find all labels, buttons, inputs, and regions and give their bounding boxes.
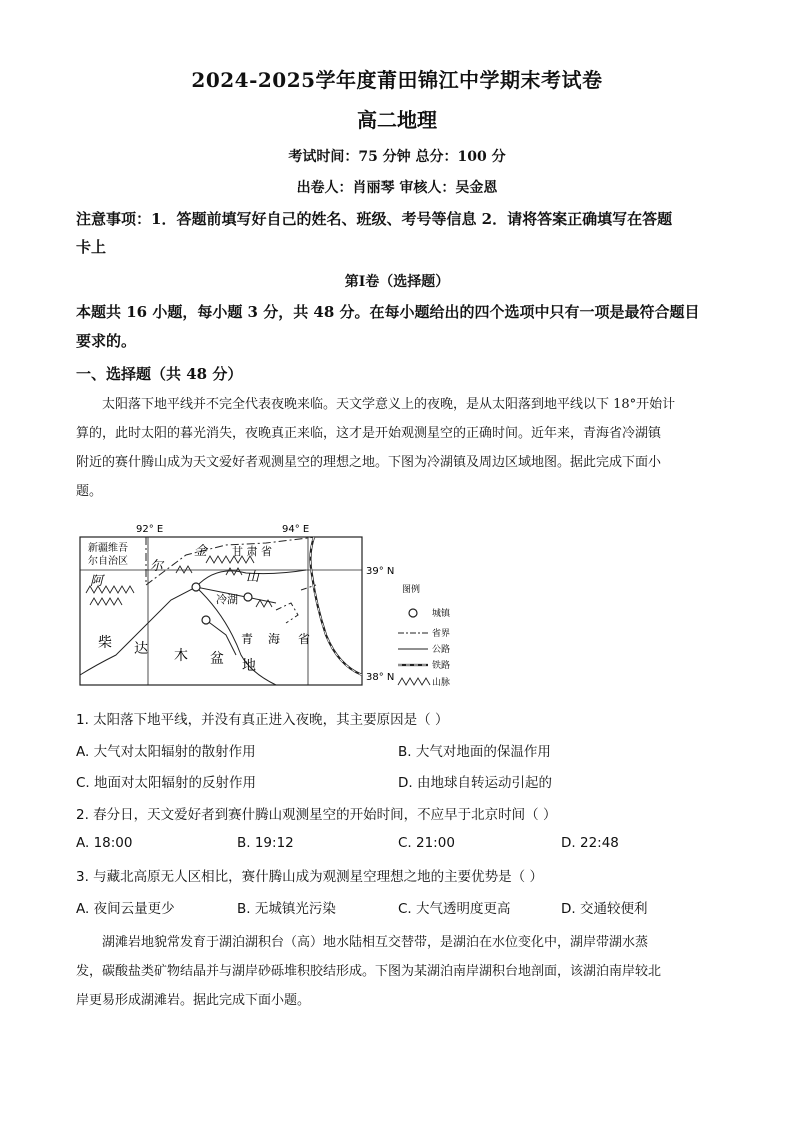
label-a: 阿	[90, 574, 104, 589]
exam-title: 2024-2025学年度莆田锦江中学期末考试卷	[191, 68, 603, 92]
question-2-option-a[interactable]: A. 18:00	[76, 835, 133, 851]
region-gansu: 甘 肃 省	[232, 545, 272, 558]
question-2-stem: 2. 春分日，天文爱好者到赛什腾山观测星空的开始时间，不应早于北京时间（ ）	[76, 807, 557, 823]
question-1-stem: 1. 太阳落下地平线，并没有真正进入夜晚，其主要原因是（ ）	[76, 712, 449, 728]
lat-label-bottom: 38° N	[366, 672, 395, 683]
part-title: 一、选择题（共 48 分）	[76, 365, 243, 383]
lenghu-map	[76, 515, 476, 695]
label-hai: 海	[268, 632, 281, 646]
lon-label-left: 92° E	[136, 524, 164, 535]
region-xinjiang-1: 新疆维吾	[88, 543, 128, 554]
town-marker-2	[202, 616, 210, 624]
lon-label-right: 94° E	[282, 524, 310, 535]
label-sheng: 省	[298, 632, 311, 646]
label-mu: 木	[174, 648, 188, 664]
question-3-option-a[interactable]: A. 夜间云量更少	[76, 901, 175, 917]
question-3-option-d[interactable]: D. 交通较便利	[561, 901, 648, 917]
label-er: 尔	[150, 559, 164, 574]
label-chai: 柴	[98, 635, 112, 651]
legend-mountain-label: 山脉	[432, 678, 451, 688]
label-di: 地	[242, 658, 256, 674]
legend-road-label: 公路	[432, 645, 451, 655]
label-jin: 金	[194, 544, 208, 559]
label-qing: 青	[241, 632, 254, 646]
passage1-line-1: 太阳落下地平线并不完全代表夜晚来临。天文学意义上的夜晚，是从太阳落到地平线以下 18°开始计	[102, 397, 676, 412]
legend-town-label: 城镇	[432, 609, 451, 619]
exam-info: 考试时间：75 分钟 总分：100 分	[288, 149, 506, 165]
passage1-line-2: 算的，此时太阳的暮光消失，夜晚真正来临，这才是开始观测星空的正确时间。近年来，青海省冷湖镇	[76, 426, 662, 441]
section-title: 第Ⅰ卷（选择题）	[344, 274, 450, 290]
question-1-option-c[interactable]: C. 地面对太阳辐射的反射作用	[76, 775, 257, 791]
region-xinjiang-2: 尔自治区	[88, 556, 128, 567]
notice-line-2: 卡上	[76, 238, 107, 256]
question-2-option-d[interactable]: D. 22:48	[561, 835, 619, 851]
question-3-option-b[interactable]: B. 无城镇光污染	[237, 901, 336, 917]
question-2-option-b[interactable]: B. 19:12	[237, 835, 294, 851]
question-1-option-b[interactable]: B. 大气对地面的保温作用	[398, 744, 551, 760]
question-3-stem: 3. 与藏北高原无人区相比，赛什腾山成为观测星空理想之地的主要优势是（ ）	[76, 869, 543, 885]
town-marker-1	[192, 583, 200, 591]
label-da: 达	[134, 641, 148, 657]
section-intro-line-2: 要求的。	[76, 332, 137, 350]
passage2-line-3: 岸更易形成湖滩岩。据此完成下面小题。	[76, 993, 311, 1008]
label-pen: 盆	[210, 651, 224, 667]
legend-title: 图例	[402, 585, 421, 595]
section-intro-line-1: 本题共 16 小题，每小题 3 分，共 48 分。在每小题给出的四个选项中只有一项是最符合题目	[76, 303, 700, 321]
exam-authors: 出卷人：肖丽琴 审核人：吴金恩	[296, 180, 498, 196]
passage2-line-1: 湖滩岩地貌常发育于湖泊湖积台（高）地水陆相互交替带，是湖泊在水位变化中，湖岸带湖水蒸	[102, 935, 649, 950]
town-label-lenghu: 冷湖	[216, 593, 238, 606]
label-shan: 山	[246, 570, 260, 585]
question-1-option-a[interactable]: A. 大气对太阳辐射的散射作用	[76, 744, 256, 760]
town-marker-lenghu	[244, 593, 252, 601]
legend-border-label: 省界	[432, 629, 451, 639]
legend-town-symbol	[409, 609, 417, 617]
question-1-option-d[interactable]: D. 由地球自转运动引起的	[398, 775, 552, 791]
notice-line-1: 注意事项：1．答题前填写好自己的姓名、班级、考号等信息 2．请将答案正确填写在答题	[76, 210, 673, 228]
passage1-line-3: 附近的赛什腾山成为天文爱好者观测星空的理想之地。下图为冷湖镇及周边区域地图。据此完成下面小	[76, 455, 662, 470]
question-3-option-c[interactable]: C. 大气透明度更高	[398, 901, 511, 917]
legend-rail-label: 铁路	[432, 661, 451, 671]
question-2-option-c[interactable]: C. 21:00	[398, 835, 455, 851]
subject-title: 高二地理	[357, 108, 437, 132]
passage2-line-2: 发，碳酸盐类矿物结晶并与湖岸砂砾堆积胶结形成。下图为某湖泊南岸湖积台地剖面，该湖泊南岸较北	[76, 964, 662, 979]
province-border-east	[276, 585, 316, 623]
legend-mountain-symbol	[398, 678, 430, 685]
lat-label-top: 39° N	[366, 566, 395, 577]
passage1-line-4: 题。	[76, 484, 103, 499]
road-branch	[206, 620, 236, 655]
